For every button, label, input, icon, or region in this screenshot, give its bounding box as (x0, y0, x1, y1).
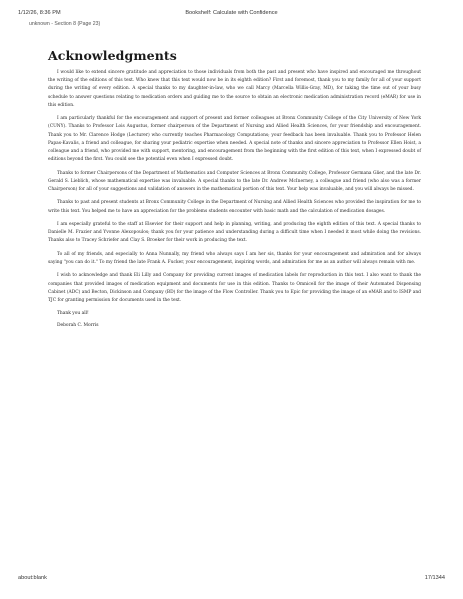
paragraph-publisher: I am especially grateful to the staff at Elsevier for their support and help in planning, writing, and producing the eighth edition of this text. A special thanks to Danielle M. Frazier and Yvonne Alexopoulos; thank you for your patience and understanding during a difficult time when I needed it most while doing the revisions. Thanks also to Tracey Schriefer and Clay S. Broeker for their work in producing the text. (48, 222, 421, 244)
page-title: Acknowledgments (48, 48, 177, 63)
print-url: about:blank (18, 575, 47, 581)
paragraph-family: I would like to extend sincere gratitude and appreciation to those individuals from both the past and present who have inspired and encouraged me throughout the writing of the editions of this text. Who knew that this text would now be in its eighth edition? First and foremost, thank you to my family for all of your support during the writing of every edition. A special thanks to my daughter-in-law, who we call Marcy (Marcella Willis-Gray, MD), for taking the time out of your busy schedule to answer questions relating to medication orders and guiding me to the source to obtain an electronic medication administration record (eMAR) for use in this edition. (48, 70, 421, 108)
print-page-count: 17/1344 (424, 575, 445, 581)
print-header (18, 10, 445, 20)
print-page-title: Bookshelf: Calculate with Confidence (185, 10, 278, 16)
closing-line: Thank you all! (57, 311, 89, 317)
paragraph-colleagues: I am particularly thankful for the encouragement and support of present and former colleagues at Bronx Community College of the City University of New York (CUNY). Thanks to Professor Lois Augustus, former chairperson of the Department of Nursing and Allied Health Sciences, for your friendship and encouragement. Thank you to Mr. Clarence Hodge (Lecturer) who currently teaches Pharmacology Computations; your feedback has been invaluable. Thank you to Professor Helen Papas-Kavalis, a friend and colleague, for sharing your pediatric expertise when needed. A special note of thanks and sincere appreciation to Professor Ellen Hoist, a colleague and a friend, who provided me with support, mentoring, and encouragement from the beginning with the first edition of this text, when I expressed doubt of editions beyond the first. You could see the potential even when I expressed doubt. (48, 116, 421, 163)
print-datetime: 1/12/26, 8:36 PM (18, 10, 61, 16)
print-footer (18, 575, 445, 585)
paragraph-companies: I wish to acknowledge and thank Eli Lilly and Company for providing current images of medication labels for reproduction in this text. I also want to thank the companies that provided images of medication equipment and documents for use in this edition. Thanks to Omnicell for the image of their Automated Dispensing Cabinet (ADC) and Becton, Dickinson and Company (BD) for the image of the Flow Controller. Thank you to Epic for providing the image of an eMAR and to ISMP and TJC for granting permission for documents used in the text. (48, 273, 421, 303)
paragraph-friends: To all of my friends, and especially to Anna Nunnally, my friend who always says I am her sis, thanks for your encouragement and admiration and for always saying "you can do it." To my friend the late Frank A. Fucker, your encouragement, inspiring words, and admiration for me as an author will always remain with me. (48, 251, 421, 265)
document-body (48, 48, 421, 330)
section-indicator: unknown - Section 8 (Page 23) (29, 21, 101, 27)
paragraph-students: Thanks to past and present students at Bronx Community College in the Department of Nursing and Allied Health Sciences who provided the inspiration for me to write this text. You helped me to have an appreciation for the problems students encounter with basic math and the calculation of medication dosages. (48, 200, 421, 214)
author-signature: Deborah C. Morris (57, 322, 99, 328)
paragraph-math-department: Thanks to former Chairpersons of the Department of Mathematics and Computer Sciences at Bronx Community College, Professor Germana Glier, and the late Dr. Gerald S. Lieblich, whose mathematical expertise was invaluable. A special thanks to the late Dr. Andrew McInerney, a colleague and friend (who also was a former Chairperson) for all of your suggestions and validation of answers in the mathematical portion of this text. Your help was invaluable, and you will always be missed. (48, 170, 421, 193)
